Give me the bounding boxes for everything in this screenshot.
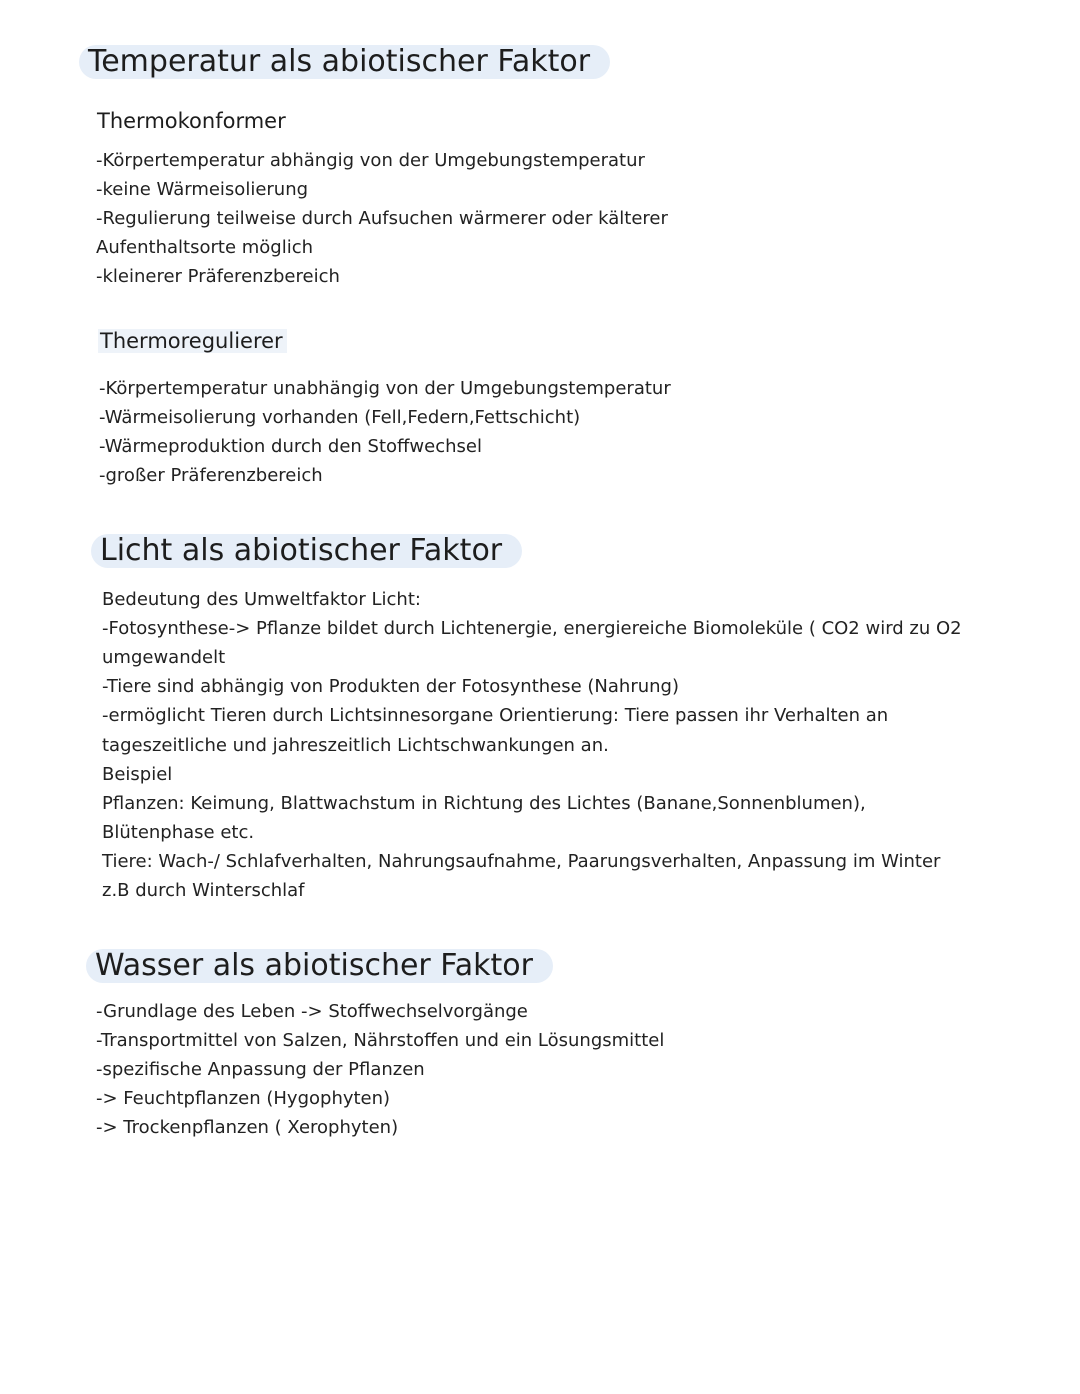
text-line: Bedeutung des Umweltfaktor Licht: — [102, 589, 421, 610]
text-line: Beispiel — [102, 764, 173, 785]
heading-temperatur: Temperatur als abiotischer Faktor — [79, 45, 610, 79]
text-line: -keine Wärmeisolierung — [96, 179, 309, 200]
text-line: -> Trockenpflanzen ( Xerophyten) — [96, 1117, 399, 1138]
subheading-thermoregulierer — [98, 327, 287, 355]
text-line: -Fotosynthese-> Pflanze bildet durch Lichtenergie, energiereiche Biomoleküle ( CO2 wird zu O2 — [102, 618, 962, 639]
text-line: z.B durch Winterschlaf — [102, 880, 305, 901]
text-line: -spezifische Anpassung der Pflanzen — [96, 1059, 425, 1080]
text-line: -Wärmeisolierung vorhanden (Fell,Federn,Fettschicht) — [99, 407, 581, 428]
text-line: -Grundlage des Leben -> Stoffwechselvorgänge — [96, 1001, 528, 1022]
heading-licht: Licht als abiotischer Faktor — [91, 534, 522, 568]
text-line: tageszeitliche und jahreszeitlich Lichtschwankungen an. — [102, 735, 609, 756]
text-line: Blütenphase etc. — [102, 822, 255, 843]
text-line: -Transportmittel von Salzen, Nährstoffen und ein Lösungsmittel — [96, 1030, 665, 1051]
text-line: -großer Präferenzbereich — [99, 465, 323, 486]
text-line: -> Feuchtpflanzen (Hygophyten) — [96, 1088, 391, 1109]
text-line: -Tiere sind abhängig von Produkten der Fotosynthese (Nahrung) — [102, 676, 680, 697]
text-line: umgewandelt — [102, 647, 226, 668]
subheading-thermokonformer: Thermokonformer — [97, 109, 286, 133]
text-line: Aufenthaltsorte möglich — [96, 237, 314, 258]
subheading-thermoregulierer-label: Thermoregulierer — [98, 329, 287, 353]
heading-wasser: Wasser als abiotischer Faktor — [86, 949, 553, 983]
text-line: -Wärmeproduktion durch den Stoffwechsel — [99, 436, 482, 457]
text-line: -Körpertemperatur abhängig von der Umgebungstemperatur — [96, 150, 645, 171]
text-line: -Körpertemperatur unabhängig von der Umgebungstemperatur — [99, 378, 671, 399]
text-line: Tiere: Wach-/ Schlafverhalten, Nahrungsaufnahme, Paarungsverhalten, Anpassung im Winter — [102, 851, 941, 872]
text-line: -Regulierung teilweise durch Aufsuchen wärmerer oder kälterer — [96, 208, 668, 229]
text-line: -kleinerer Präferenzbereich — [96, 266, 340, 287]
text-line: -ermöglicht Tieren durch Lichtsinnesorgane Orientierung: Tiere passen ihr Verhalten an — [102, 705, 889, 726]
text-line: Pflanzen: Keimung, Blattwachstum in Richtung des Lichtes (Banane,Sonnenblumen), — [102, 793, 866, 814]
